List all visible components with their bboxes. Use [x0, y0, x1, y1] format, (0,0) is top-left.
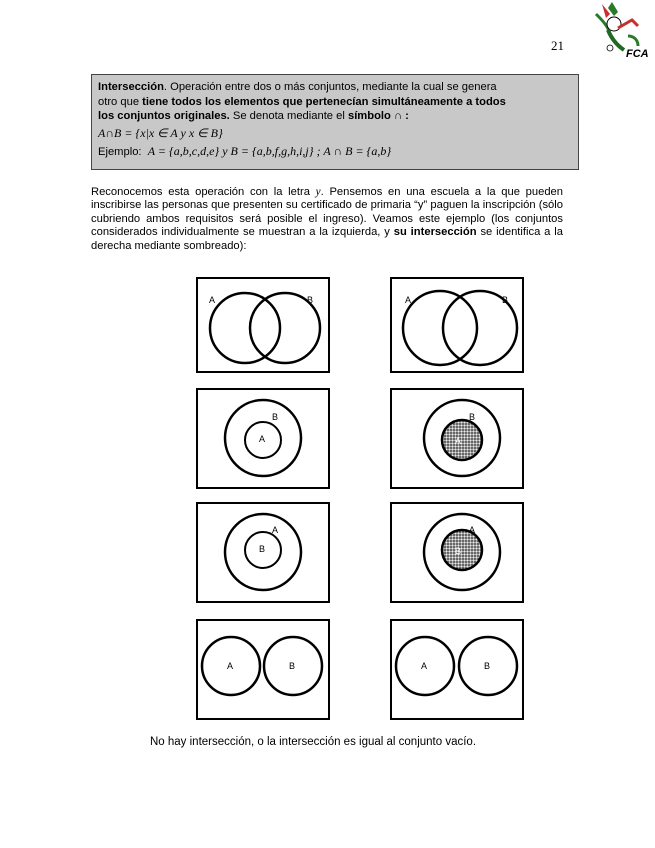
diagram-row1-left — [197, 278, 329, 372]
label-a: A — [405, 295, 412, 305]
definition-line-1: Intersección. Operación entre dos o más conjuntos, mediante la cual se genera — [98, 81, 497, 93]
circle-a — [210, 293, 280, 363]
label-inner: A — [455, 436, 462, 446]
definition-formula: A∩B = {x|x ∈ A y x ∈ B} — [98, 125, 223, 140]
caption: No hay intersección, o la intersección es igual al conjunto vacío. — [150, 736, 477, 748]
label-inner: B — [259, 544, 266, 554]
label-b: B — [289, 661, 296, 671]
label-inner: A — [259, 434, 266, 444]
example-formula: A = {a,b,c,d,e} y B = {a,b,f,g,h,i,j} ; A ∩ B = {a,b} — [147, 144, 392, 158]
label-a: A — [209, 295, 216, 305]
explanation-paragraph: Reconocemos esta operación con la letra y. Pensemos en una escuela a la que pueden inscribirse las personas que presenten su certificado de primaria “y” paguen la inscripción (sólo cubriendo ambos requisitos será posible el ingreso). Veamos este ejemplo (los conjuntos considerados individualmente se muestran a la izquierda, y su intersección se identifica a la derecha mediante sombreado): — [91, 186, 563, 252]
diagram-row3-right — [391, 503, 523, 602]
diagram-row4-left — [197, 620, 329, 719]
label-outer: B — [272, 412, 279, 422]
svg-text:FCA: FCA — [626, 48, 649, 60]
label-a: A — [227, 661, 234, 671]
label-a: A — [421, 661, 428, 671]
definition-line-3: los conjuntos originales. Se denota mediante el símbolo ∩ : — [98, 110, 409, 122]
diagram-row2-left — [197, 389, 329, 488]
intersection-shade — [442, 420, 482, 460]
diagram-row1-right — [391, 278, 523, 372]
label-inner: B — [455, 546, 462, 556]
definition-line-2: otro que tiene todos los elementos que pertenecían simultáneamente a todos — [98, 95, 506, 108]
page-number: 21 — [551, 38, 564, 53]
label-b: B — [502, 295, 509, 305]
label-b: B — [484, 661, 491, 671]
label-outer: A — [272, 525, 279, 535]
definition-title: Intersección — [98, 81, 164, 93]
label-outer: B — [469, 412, 476, 422]
diagram-row2-right — [391, 389, 523, 488]
diagram-row4-right — [391, 620, 523, 719]
label-outer: A — [469, 525, 476, 535]
intersection-shade — [442, 530, 482, 570]
label-b: B — [307, 295, 314, 305]
example-line: Ejemplo: A = {a,b,c,d,e} y B = {a,b,f,g,h,i,j} ; A ∩ B = {a,b} — [98, 144, 392, 158]
diagram-row3-left — [197, 503, 329, 602]
